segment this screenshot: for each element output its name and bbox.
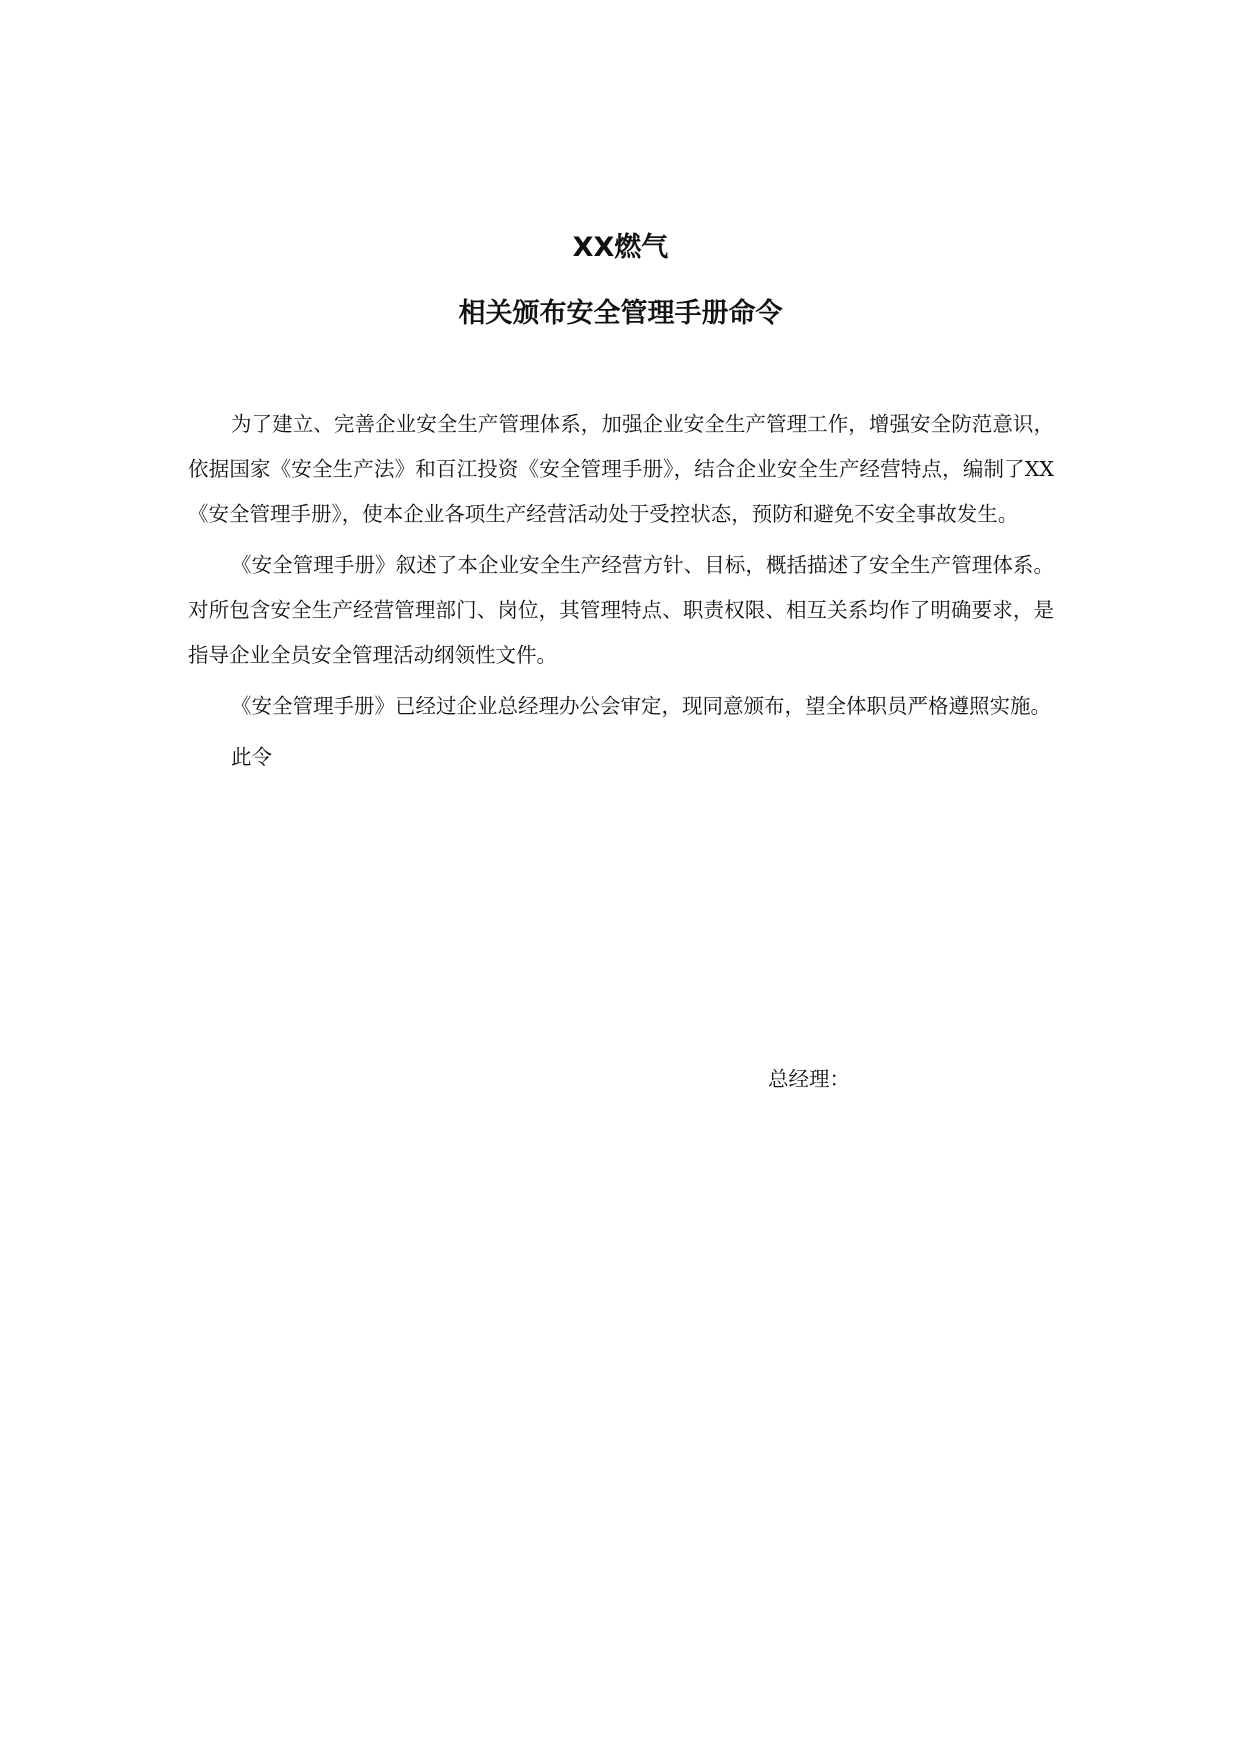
document-body: [188, 402, 1054, 780]
document-title: 相关颁布安全管理手册命令: [458, 298, 783, 329]
document-title-company: XX燃气: [572, 232, 669, 263]
body-paragraph-2: 《安全管理手册》叙述了本企业安全生产经营方针、目标，概括描述了安全生产管理体系。对所包含安全生产经营管理部门、岗位，其管理特点、职责权限、相互关系均作了明确要求，是指导企业全员安全管理活动纲领性文件。: [188, 553, 1054, 667]
body-paragraph-3: 《安全管理手册》已经过企业总经理办公会审定，现同意颁布，望全体职员严格遵照实施。: [231, 694, 1051, 718]
signature-label: 总经理：: [768, 1067, 850, 1091]
closing-order: 此令: [231, 745, 272, 769]
body-paragraph-1: 为了建立、完善企业安全生产管理体系，加强企业安全生产管理工作，增强安全防范意识，依据国家《安全生产法》和百江投资《安全管理手册》，结合企业安全生产经营特点，编制了XX《安全管理手册》，使本企业各项生产经营活动处于受控状态，预防和避免不安全事故发生。: [188, 412, 1054, 526]
